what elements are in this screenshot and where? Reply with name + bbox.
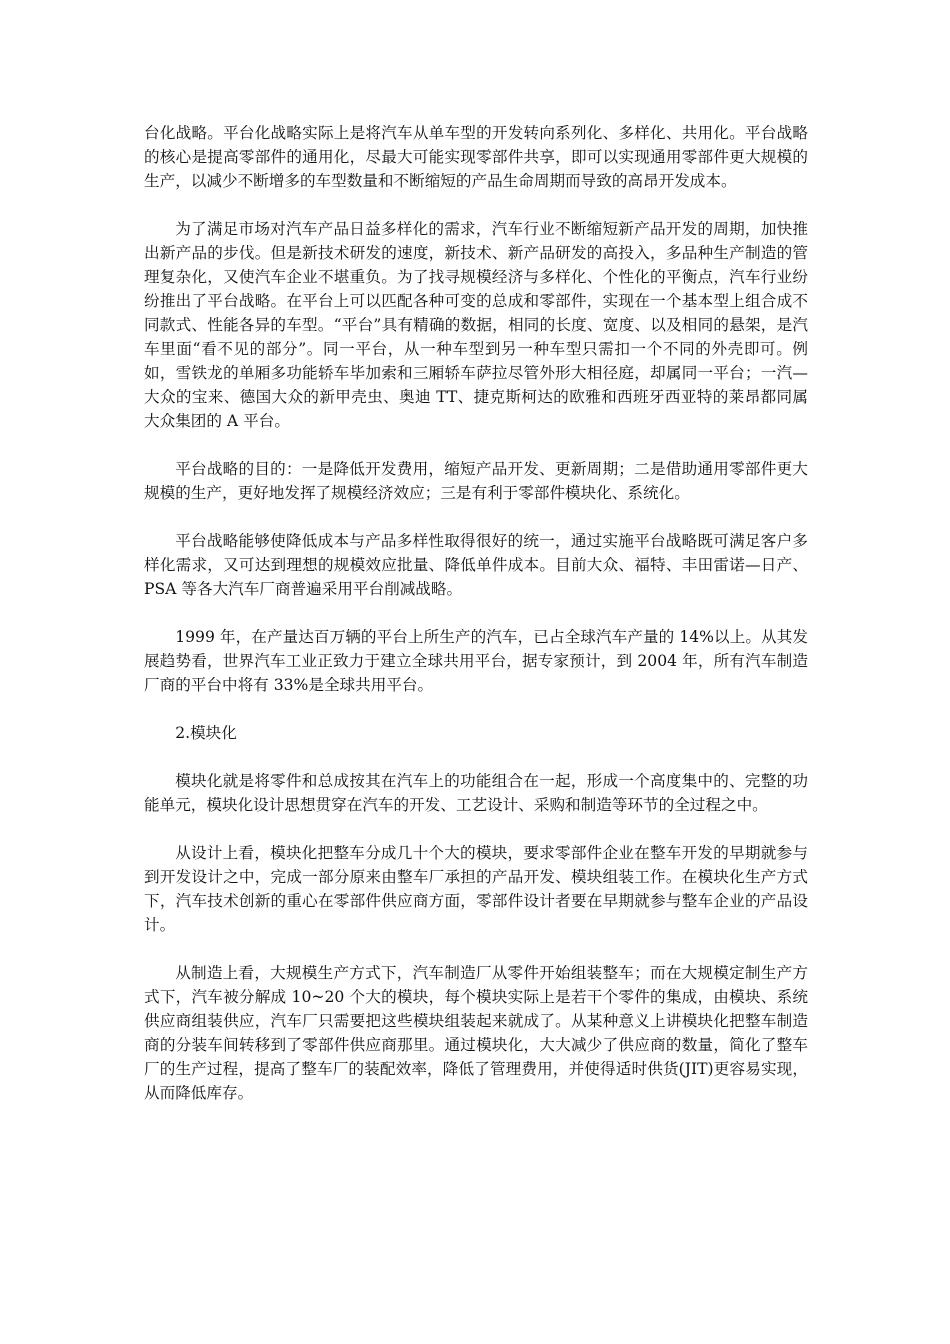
paragraph-platform-goals: 平台战略的目的：一是降低开发费用，缩短产品开发、更新周期；二是借助通用零部件更大规模的生产，更好地发挥了规模经济效应；三是有利于零部件模块化、系统化。 (144, 460, 808, 502)
paragraph-modular-definition: 模块化就是将零件和总成按其在汽车上的功能组合在一起，形成一个高度集中的、完整的功能单元，模块化设计思想贯穿在汽车的开发、工艺设计、采购和制造等环节的全过程之中。 (144, 772, 808, 814)
section-heading-modularization: 2.模块化 (175, 724, 237, 742)
paragraph-platform-benefits: 平台战略能够使降低成本与产品多样性取得很好的统一，通过实施平台战略既可满足客户多样化需求，又可达到理想的规模效应批量、降低单件成本。目前大众、福特、丰田雷诺—日产、PSA 等各大汽车厂商普遍采用平台削减战略。 (144, 532, 808, 598)
paragraph-platform-stats: 1999 年，在产量达百万辆的平台上所生产的汽车，已占全球汽车产量的 14%以上。从其发展趋势看，世界汽车工业正致力于建立全球共用平台，据专家预计，到 2004 年，所有汽车制造厂商的平台中将有 33%是全球共用平台。 (144, 628, 808, 694)
paragraph-platform-intro: 台化战略。平台化战略实际上是将汽车从单车型的开发转向系列化、多样化、共用化。平台战略的核心是提高零部件的通用化，尽最大可能实现零部件共享，即可以实现通用零部件更大规模的生产，以减少不断增多的车型数量和不断缩短的产品生命周期而导致的高昂开发成本。 (144, 124, 808, 190)
paragraph-modular-manufacturing: 从制造上看，大规模生产方式下，汽车制造厂从零件开始组装整车；而在大规模定制生产方式下，汽车被分解成 10~20 个大的模块，每个模块实际上是若干个零件的集成，由模块、系统供应商组装供应，汽车厂只需要把这些模块组装起来就成了。从某种意义上讲模块化把整车制造商的分装车间转移到了零部件供应商那里。通过模块化，大大减少了供应商的数量，简化了整车厂的生产过程，提高了整车厂的装配效率，降低了管理费用，并使得适时供货(JIT)更容易实现，从而降低库存。 (144, 964, 808, 1102)
paragraph-platform-strategy: 为了满足市场对汽车产品日益多样化的需求，汽车行业不断缩短新产品开发的周期，加快推出新产品的步伐。但是新技术研发的速度，新技术、新产品研发的高投入，多品种生产制造的管理复杂化，又使汽车企业不堪重负。为了找寻规模经济与多样化、个性化的平衡点，汽车行业纷纷推出了平台战略。在平台上可以匹配各种可变的总成和零部件，实现在一个基本型上组合成不同款式、性能各异的车型。“平台”具有精确的数据，相同的长度、宽度、以及相同的悬架，是汽车里面“看不见的部分”。同一平台，从一种车型到另一种车型只需扣一个不同的外壳即可。例如，雪铁龙的单厢多功能轿车毕加索和三厢轿车萨拉尽管外形大相径庭，却属同一平台；一汽—大众的宝来、德国大众的新甲壳虫、奥迪 TT、捷克斯柯达的欧雅和西班牙西亚特的莱昂都同属大众集团的 A 平台。 (144, 220, 808, 430)
paragraph-modular-design: 从设计上看，模块化把整车分成几十个大的模块，要求零部件企业在整车开发的早期就参与到开发设计之中，完成一部分原来由整车厂承担的产品开发、模块组装工作。在模块化生产方式下，汽车技术创新的重心在零部件供应商方面，零部件设计者要在早期就参与整车企业的产品设计。 (144, 844, 808, 934)
document-page (144, 121, 808, 1129)
